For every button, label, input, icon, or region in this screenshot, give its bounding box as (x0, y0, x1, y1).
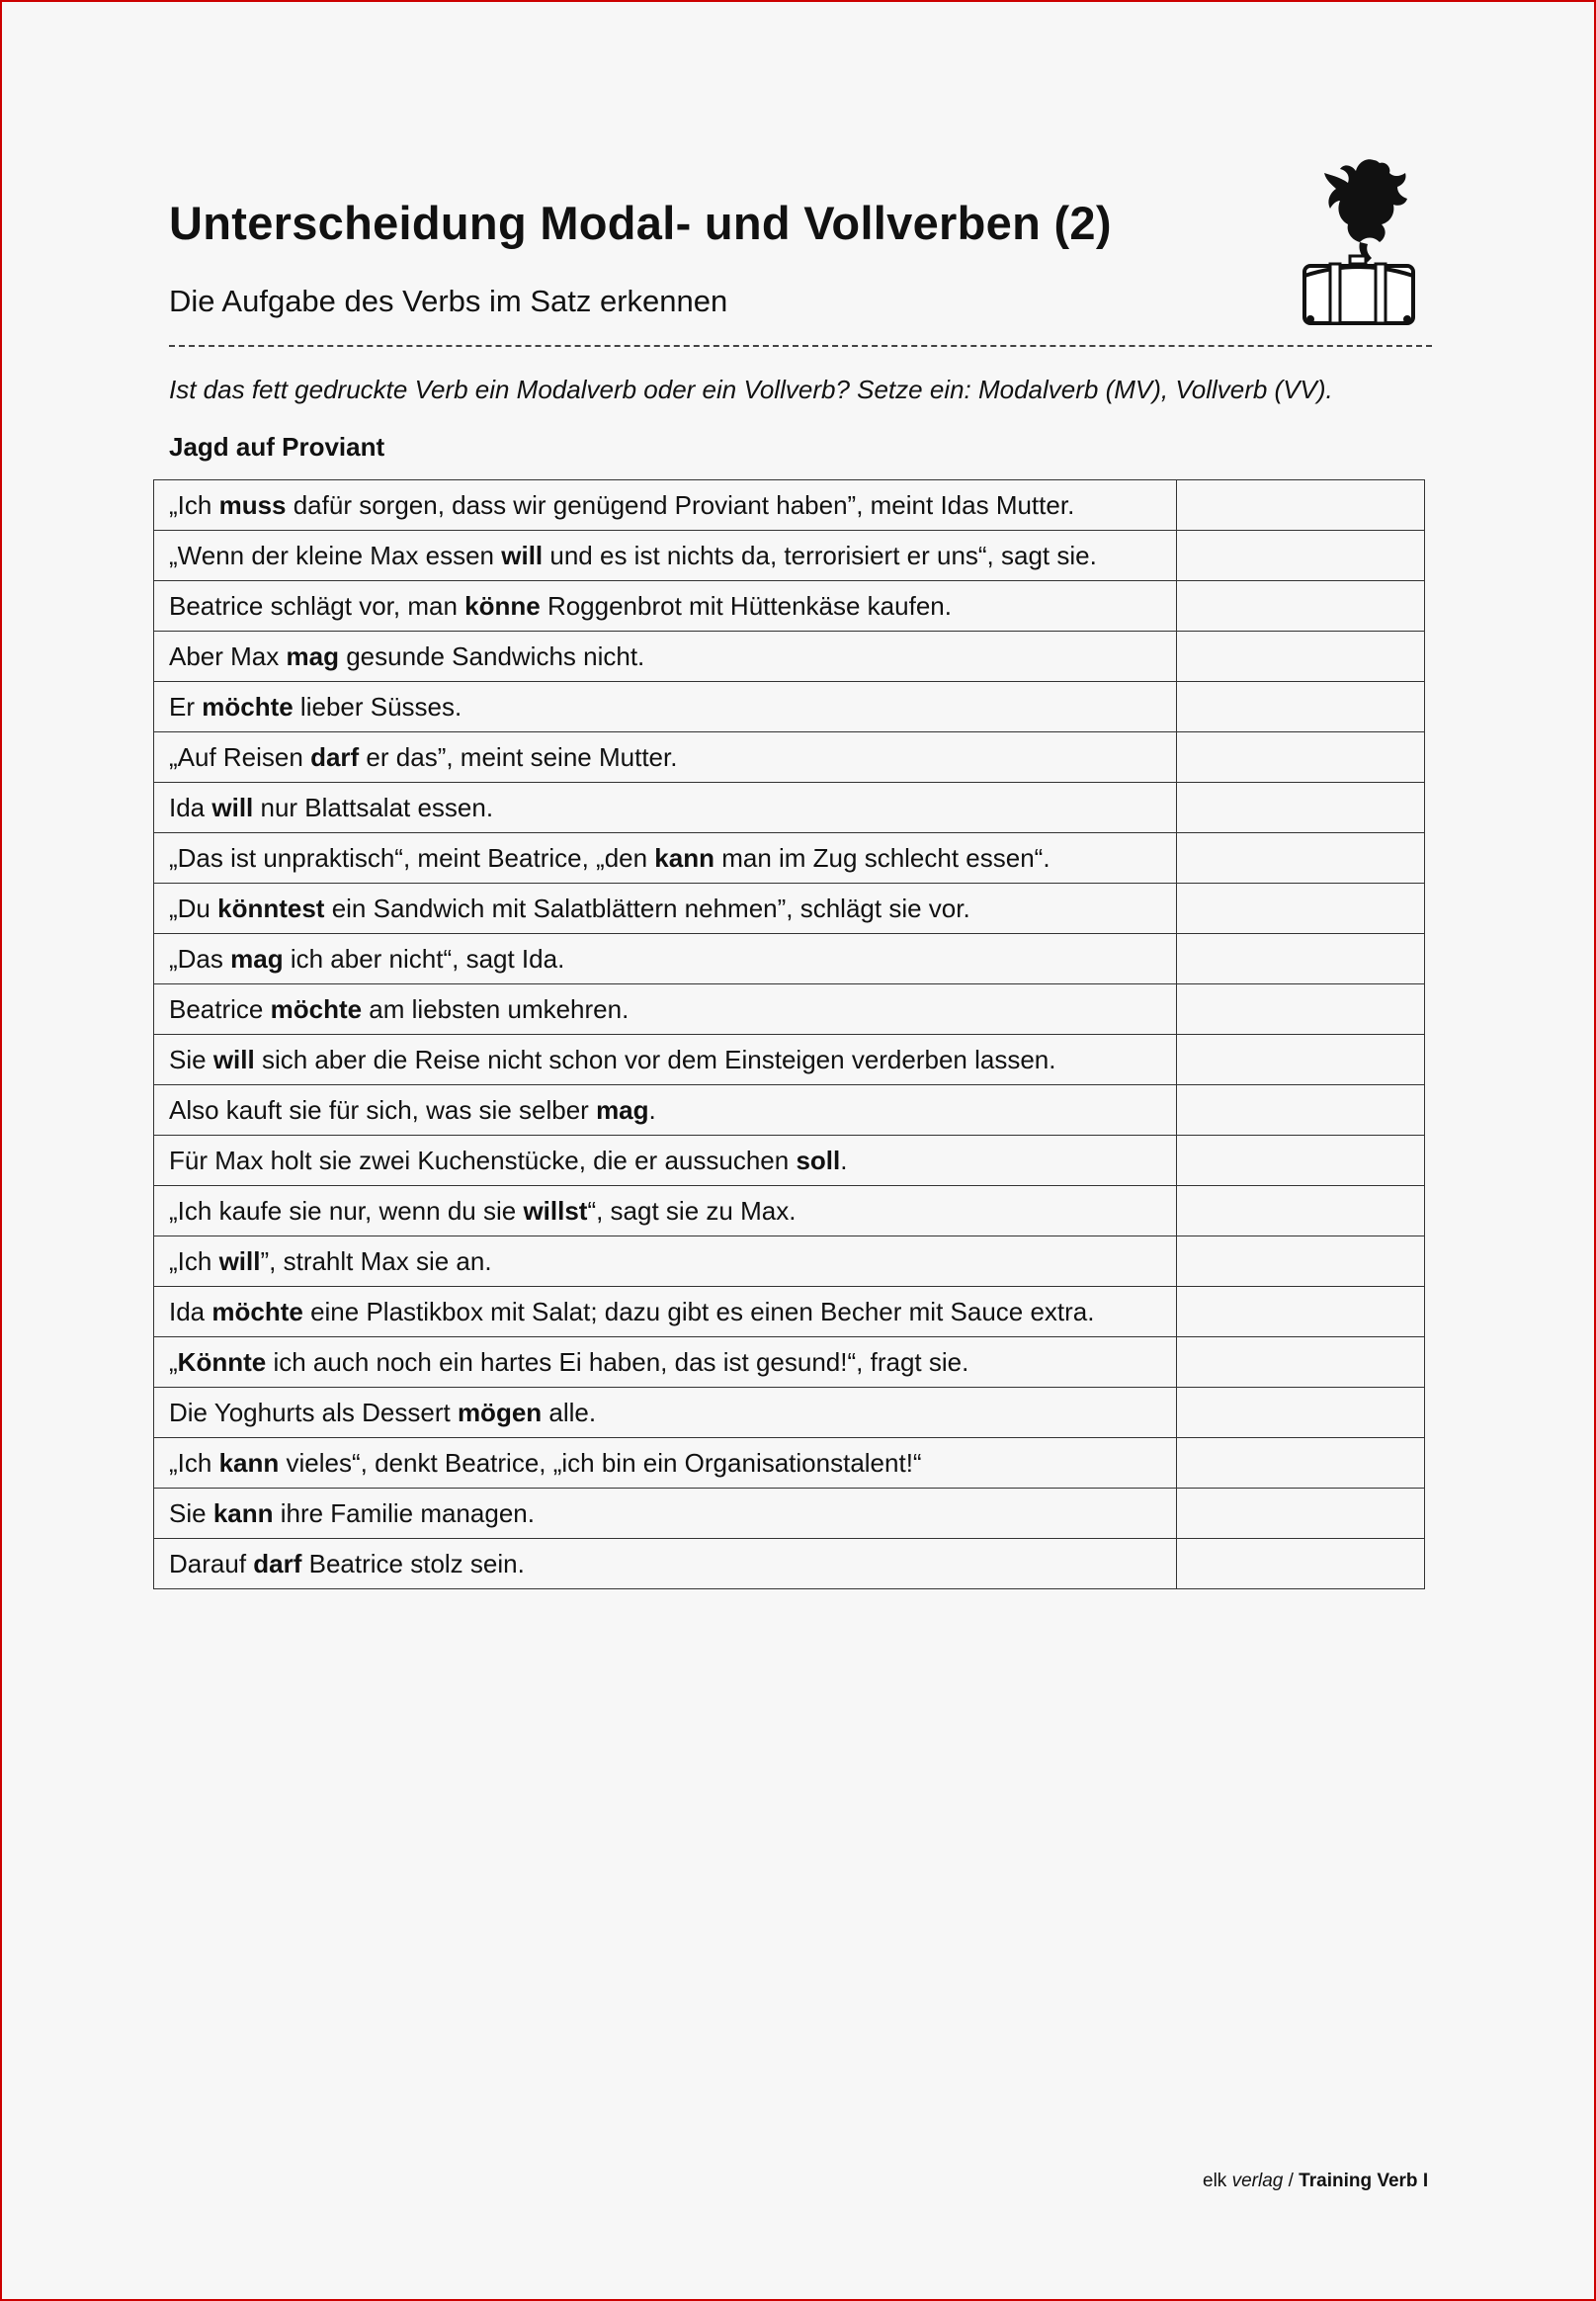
bold-verb: mögen (457, 1397, 543, 1427)
sentence-cell (154, 632, 1177, 682)
page-title: Unterscheidung Modal- und Vollverben (2) (169, 197, 1112, 249)
sentence-text: eine Plastikbox mit Salat; dazu gibt es einen Becher mit Sauce extra. (302, 1296, 1095, 1326)
section-title: Jagd auf Proviant (169, 432, 385, 462)
sentence-cell (154, 732, 1177, 783)
table-row (154, 833, 1425, 884)
bold-verb: mag (286, 640, 339, 671)
sentence-cell (154, 480, 1177, 531)
bold-verb: will (212, 1044, 255, 1074)
answer-cell[interactable] (1177, 1186, 1425, 1236)
exercise-table (153, 479, 1425, 1589)
answer-cell[interactable] (1177, 984, 1425, 1035)
sentence-text: „Ich (169, 1245, 219, 1276)
sentence-text: . (648, 1094, 656, 1125)
table-row (154, 480, 1425, 531)
table-row (154, 1085, 1425, 1136)
sentence-text: sich aber die Reise nicht schon vor dem Einsteigen verderben lassen. (254, 1044, 1056, 1074)
footer-publisher-suffix: verlag (1231, 2171, 1284, 2191)
task-instruction: Ist das fett gedruckte Verb ein Modalverb oder ein Vollverb? Setze ein: Modalverb (MV), Vollverb (VV). (169, 375, 1333, 404)
sentence-text: er das”, meint seine Mutter. (359, 741, 678, 772)
table-row (154, 732, 1425, 783)
sentence-text: lieber Süsses. (293, 691, 462, 722)
answer-cell[interactable] (1177, 1337, 1425, 1388)
sentence-cell (154, 1035, 1177, 1085)
sentence-text: nur Blattsalat essen. (253, 792, 494, 822)
sentence-cell (154, 531, 1177, 581)
footer-series: Training Verb I (1299, 2171, 1429, 2191)
answer-cell[interactable] (1177, 1236, 1425, 1287)
sentence-cell (154, 984, 1177, 1035)
sentence-text: Also kauft sie für sich, was sie selber (169, 1094, 597, 1125)
sentence-text: „Ich (169, 489, 219, 520)
sentence-text: ihre Familie managen. (273, 1497, 535, 1528)
sentence-text: Aber Max (169, 640, 287, 671)
answer-cell[interactable] (1177, 1489, 1425, 1539)
answer-cell[interactable] (1177, 581, 1425, 632)
table-row (154, 1438, 1425, 1489)
answer-cell[interactable] (1177, 1438, 1425, 1489)
sentence-text: Beatrice schlägt vor, man (169, 590, 465, 621)
bold-verb: könntest (217, 893, 325, 923)
sentence-cell (154, 833, 1177, 884)
bold-verb: soll (796, 1145, 841, 1175)
sentence-cell (154, 1085, 1177, 1136)
table-row (154, 1388, 1425, 1438)
sentence-text: man im Zug schlecht essen“. (714, 842, 1050, 873)
answer-cell[interactable] (1177, 632, 1425, 682)
sentence-text: „Das ist unpraktisch“, meint Beatrice, „den (169, 842, 655, 873)
table-row (154, 1186, 1425, 1236)
sentence-cell (154, 581, 1177, 632)
sentence-cell (154, 1287, 1177, 1337)
answer-cell[interactable] (1177, 833, 1425, 884)
sentence-cell (154, 1489, 1177, 1539)
table-row (154, 984, 1425, 1035)
sentence-text: ich aber nicht“, sagt Ida. (283, 943, 565, 974)
sentence-cell (154, 1337, 1177, 1388)
sentence-text: „ (169, 1346, 178, 1377)
table-row (154, 682, 1425, 732)
footer-separator: / (1288, 2171, 1294, 2191)
sentence-text: Er (169, 691, 203, 722)
answer-cell[interactable] (1177, 1388, 1425, 1438)
answer-cell[interactable] (1177, 1287, 1425, 1337)
sentence-text: Beatrice stolz sein. (301, 1548, 525, 1578)
sentence-text: Ida (169, 792, 212, 822)
sentence-text: Darauf (169, 1548, 254, 1578)
sentence-cell (154, 1438, 1177, 1489)
dashed-divider (169, 345, 1432, 347)
bold-verb: kann (212, 1497, 274, 1528)
bold-verb: möchte (211, 1296, 303, 1326)
sentence-text: „Ich (169, 1447, 219, 1478)
table-row (154, 1287, 1425, 1337)
sentence-text: ich auch noch ein hartes Ei haben, das ist gesund!“, fragt sie. (266, 1346, 969, 1377)
bold-verb: darf (310, 741, 360, 772)
dragon-on-suitcase-icon (1297, 155, 1420, 333)
sentence-text: „Das (169, 943, 231, 974)
answer-cell[interactable] (1177, 531, 1425, 581)
sentence-cell (154, 1136, 1177, 1186)
table-row (154, 1539, 1425, 1589)
sentence-text: Roggenbrot mit Hüttenkäse kaufen. (540, 590, 952, 621)
answer-cell[interactable] (1177, 1539, 1425, 1589)
bold-verb: will (501, 540, 544, 570)
sentence-text: „Ich kaufe sie nur, wenn du sie (169, 1195, 524, 1226)
answer-cell[interactable] (1177, 934, 1425, 984)
sentence-cell (154, 783, 1177, 833)
table-row (154, 1236, 1425, 1287)
sentence-cell (154, 1539, 1177, 1589)
bold-verb: willst (523, 1195, 588, 1226)
answer-cell[interactable] (1177, 783, 1425, 833)
table-row (154, 934, 1425, 984)
sentence-text: ”, strahlt Max sie an. (260, 1245, 492, 1276)
sentence-text: „Wenn der kleine Max essen (169, 540, 502, 570)
answer-cell[interactable] (1177, 1035, 1425, 1085)
bold-verb: will (211, 792, 254, 822)
sentence-cell (154, 934, 1177, 984)
sentence-text: und es ist nichts da, terrorisiert er uns“, sagt sie. (543, 540, 1097, 570)
bold-verb: mag (596, 1094, 649, 1125)
bold-verb: kann (218, 1447, 280, 1478)
sentence-text: Sie (169, 1497, 213, 1528)
bold-verb: darf (253, 1548, 302, 1578)
bold-verb: muss (218, 489, 287, 520)
sentence-text: am liebsten umkehren. (362, 993, 630, 1024)
sentence-cell (154, 682, 1177, 732)
sentence-cell (154, 884, 1177, 934)
page-subtitle: Die Aufgabe des Verbs im Satz erkennen (169, 284, 728, 318)
answer-cell[interactable] (1177, 1085, 1425, 1136)
table-row (154, 884, 1425, 934)
sentence-text: “, sagt sie zu Max. (587, 1195, 797, 1226)
sentence-text: Für Max holt sie zwei Kuchenstücke, die er aussuchen (169, 1145, 797, 1175)
sentence-text: gesunde Sandwichs nicht. (338, 640, 645, 671)
bold-verb: will (218, 1245, 261, 1276)
bold-verb: möchte (202, 691, 294, 722)
sentence-text: Beatrice (169, 993, 271, 1024)
bold-verb: mag (230, 943, 284, 974)
bold-verb: könne (464, 590, 541, 621)
table-row (154, 783, 1425, 833)
sentence-text: . (840, 1145, 848, 1175)
answer-cell[interactable] (1177, 884, 1425, 934)
bold-verb: kann (654, 842, 714, 873)
sentence-text: alle. (542, 1397, 597, 1427)
sentence-text: Ida (169, 1296, 212, 1326)
table-row (154, 1136, 1425, 1186)
footer-publisher: elk (1203, 2171, 1227, 2191)
table-row (154, 581, 1425, 632)
sentence-text: ein Sandwich mit Salatblättern nehmen”, schlägt sie vor. (324, 893, 970, 923)
answer-cell[interactable] (1177, 1136, 1425, 1186)
sentence-text: „Du (169, 893, 218, 923)
sentence-cell (154, 1388, 1177, 1438)
bold-verb: möchte (270, 993, 363, 1024)
table-row (154, 531, 1425, 581)
table-row (154, 1489, 1425, 1539)
sentence-text: „Auf Reisen (169, 741, 311, 772)
sentence-text: Die Yoghurts als Dessert (169, 1397, 458, 1427)
answer-cell[interactable] (1177, 480, 1425, 531)
table-row (154, 632, 1425, 682)
bold-verb: Könnte (177, 1346, 267, 1377)
answer-cell[interactable] (1177, 682, 1425, 732)
sentence-cell (154, 1186, 1177, 1236)
sentence-text: dafür sorgen, dass wir genügend Proviant haben”, meint Idas Mutter. (286, 489, 1075, 520)
sentence-text: Sie (169, 1044, 213, 1074)
sentence-cell (154, 1236, 1177, 1287)
table-row (154, 1035, 1425, 1085)
answer-cell[interactable] (1177, 732, 1425, 783)
sentence-text: vieles“, denkt Beatrice, „ich bin ein Organisationstalent!“ (279, 1447, 922, 1478)
page-footer (1203, 2171, 1428, 2192)
table-row (154, 1337, 1425, 1388)
